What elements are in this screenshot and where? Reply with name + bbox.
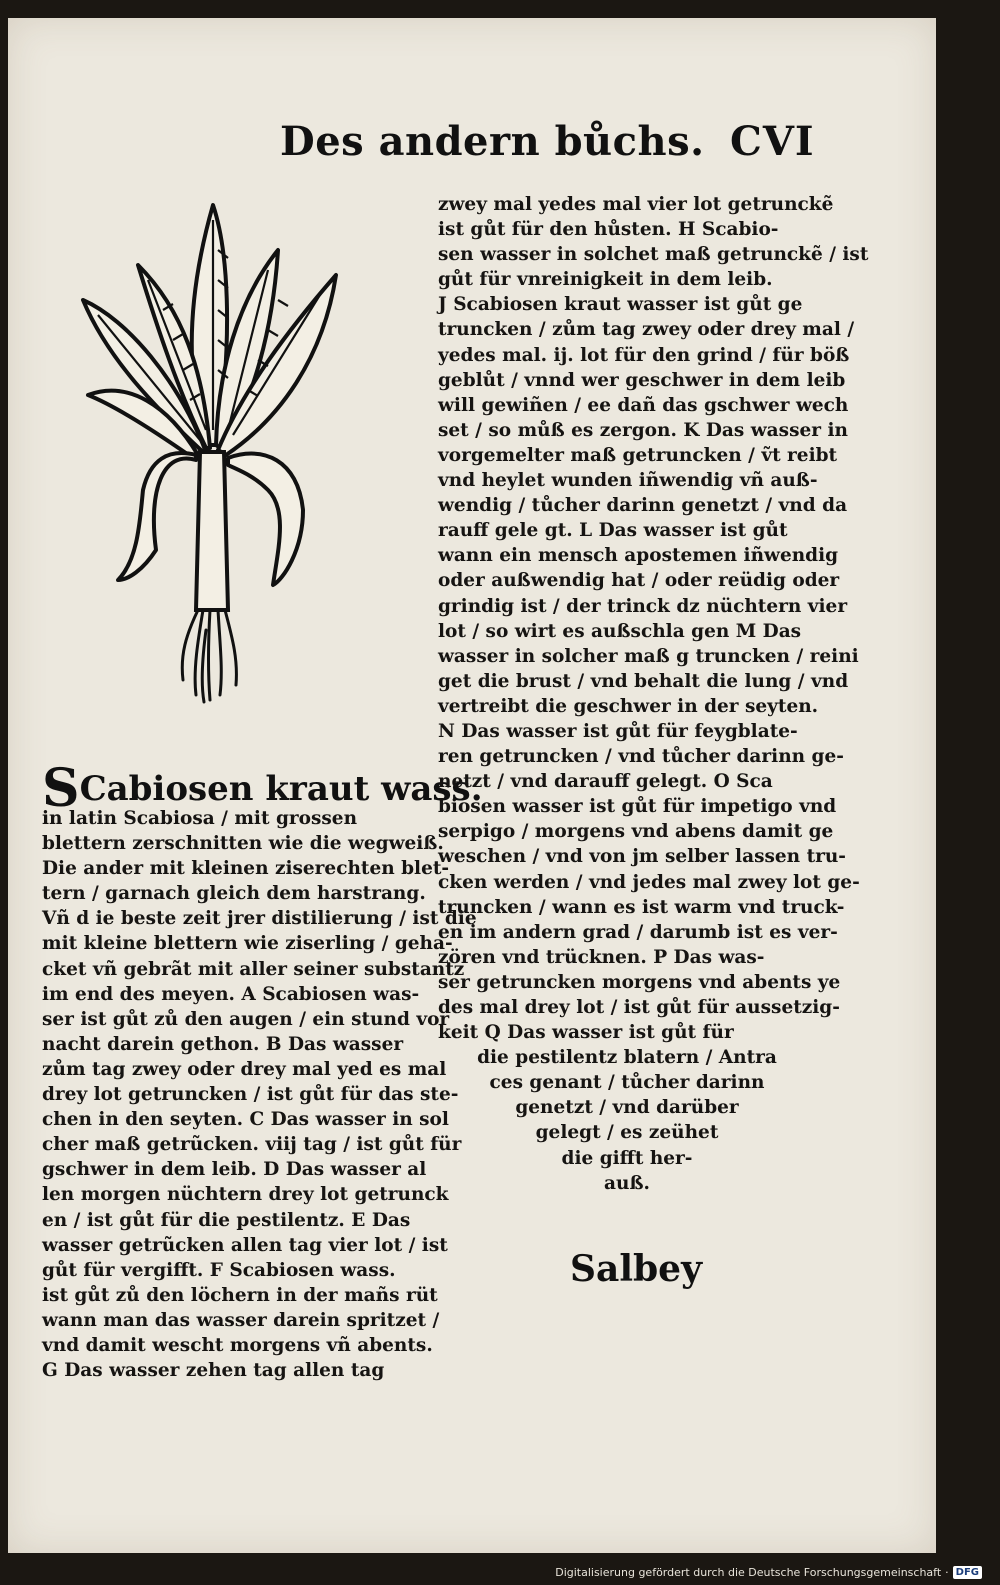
text-line: des mal drey lot / ist gůt für aussetzig-: [438, 997, 840, 1018]
text-line: im end des meyen. A Scabiosen was-: [42, 983, 420, 1005]
text-line: gschwer in dem leib. D Das wasser al: [42, 1159, 427, 1181]
text-line: vertreibt die geschwer in der seyten.: [438, 695, 819, 717]
text-line: blettern zerschnitten wie die wegweiß.: [42, 833, 444, 855]
catchword: Salbey: [570, 1248, 702, 1290]
text-line: die pestilentz blatern / Antra: [477, 1047, 777, 1069]
text-line: truncken / zům tag zwey oder drey mal /: [438, 319, 855, 341]
running-head: Des andern bůchs.: [280, 118, 705, 165]
text-line: ist gůt zů den löchern in der mañs rüt: [42, 1284, 438, 1306]
text-line: ist gůt für den hůsten. H Scabio-: [438, 219, 779, 241]
text-line: will gewiñen / ee dañ das gschwer wech: [438, 394, 849, 416]
text-line: geblůt / vnnd wer geschwer in dem leib: [438, 369, 846, 391]
folio-number: CVI: [730, 118, 815, 165]
text-line: oder außwendig hat / oder reüdig oder: [438, 570, 840, 592]
text-line: wann ein mensch apostemen iñwendig: [438, 545, 839, 567]
scabiosa-plant-woodcut-icon: [68, 190, 358, 710]
text-line: nacht darein gethon. B Das wasser: [42, 1033, 404, 1055]
text-line: truncken / wann es ist warm vnd truck-: [438, 896, 845, 918]
text-line: zwey mal yedes mal vier lot getrunckẽ: [438, 194, 834, 215]
text-line: grindig ist / der trinck dz nüchtern vier: [438, 595, 848, 617]
text-line: gůt für vergifft. F Scabiosen wass.: [42, 1259, 396, 1281]
left-text-column: [42, 806, 477, 1383]
text-line: ces genant / tůcher darinn: [489, 1072, 765, 1094]
book-page: [8, 18, 936, 1553]
text-line: auß.: [604, 1172, 650, 1194]
text-line: get die brust / vnd behalt die lung / vnd: [438, 670, 849, 692]
text-line: genetzt / vnd darüber: [515, 1097, 739, 1119]
text-line: set / so můß es zergon. K Das wasser in: [438, 419, 848, 441]
text-line: chen in den seyten. C Das wasser in sol: [42, 1109, 449, 1131]
text-line: in latin Scabiosa / mit grossen: [42, 808, 358, 829]
text-line: lot / so wirt es außschla gen M Das: [438, 620, 802, 642]
text-line: ser ist gůt zů den augen / ein stund vor: [42, 1008, 450, 1030]
text-line: cket vñ gebrãt mit aller seiner substantz: [42, 958, 465, 980]
text-line: yedes mal. ij. lot für den grind / für böß: [438, 344, 850, 366]
text-line: die gifft her-: [561, 1147, 693, 1169]
text-line: G Das wasser zehen tag allen tag: [42, 1360, 385, 1382]
section-title-initial: S: [42, 758, 80, 819]
text-line: weschen / vnd von jm selber lassen tru-: [438, 846, 846, 868]
text-line: vnd heylet wunden iñwendig vñ auß-: [438, 470, 818, 492]
text-line: sen wasser in solchet maß getrunckẽ / ist: [438, 244, 869, 266]
text-line: ren getruncken / vnd tůcher darinn ge-: [438, 746, 844, 768]
text-line: zören vnd trücknen. P Das was-: [438, 946, 765, 968]
text-line: gelegt / es zeühet: [535, 1122, 719, 1144]
text-line: wasser getrũcken allen tag vier lot / ist: [42, 1234, 448, 1256]
text-line: netzt / vnd darauff gelegt. O Sca: [438, 771, 773, 793]
text-line: zům tag zwey oder drey mal yed es mal: [42, 1058, 447, 1080]
dfg-logo: DFG: [953, 1566, 982, 1579]
text-line: wasser in solcher maß g truncken / reini: [438, 645, 859, 667]
text-line: gůt für vnreinigkeit in dem leib.: [438, 269, 773, 291]
text-line: keit Q Das wasser ist gůt für: [438, 1022, 734, 1044]
text-line: ser getruncken morgens vnd abents ye: [438, 971, 841, 993]
text-line: en im andern grad / darumb ist es ver-: [438, 921, 838, 943]
text-line: biosen wasser ist gůt für impetigo vnd: [438, 796, 837, 818]
text-line: cher maß getrũcken. viij tag / ist gůt für: [42, 1134, 462, 1156]
text-line: tern / garnach gleich dem harstrang.: [42, 883, 426, 905]
text-line: serpigo / morgens vnd abens damit ge: [438, 821, 834, 843]
text-line: en / ist gůt für die pestilentz. E Das: [42, 1209, 411, 1231]
right-text-column: [438, 192, 869, 1196]
text-line: len morgen nüchtern drey lot getrunck: [42, 1184, 449, 1206]
digitization-credit: Digitalisierung gefördert durch die Deutsche Forschungsgemeinschaft · DFG: [555, 1566, 982, 1579]
text-line: Die ander mit kleinen ziserechten blet-: [42, 858, 450, 880]
text-line: vorgemelter maß getruncken / ṽt reibt: [438, 444, 838, 466]
text-line: drey lot getruncken / ist gůt für das ste-: [42, 1084, 459, 1106]
text-line: wann man das wasser darein spritzet /: [42, 1309, 440, 1331]
section-title-text: Cabiosen kraut wass.: [79, 769, 483, 809]
text-line: cken werden / vnd jedes mal zwey lot ge-: [438, 871, 860, 893]
credit-text: Digitalisierung gefördert durch die Deutsche Forschungsgemeinschaft: [555, 1566, 942, 1579]
text-line: vnd damit wescht morgens vñ abents.: [42, 1334, 433, 1356]
text-line: Vñ d ie beste zeit jrer distilierung / ist die: [42, 908, 477, 930]
text-line: mit kleine blettern wie ziserling / geha-: [42, 933, 453, 955]
text-line: rauff gele gt. L Das wasser ist gůt: [438, 520, 788, 542]
text-line: J Scabiosen kraut wasser ist gůt ge: [438, 294, 803, 316]
text-line: N Das wasser ist gůt für feygblate-: [438, 720, 798, 742]
text-line: wendig / tůcher darinn genetzt / vnd da: [438, 495, 848, 517]
